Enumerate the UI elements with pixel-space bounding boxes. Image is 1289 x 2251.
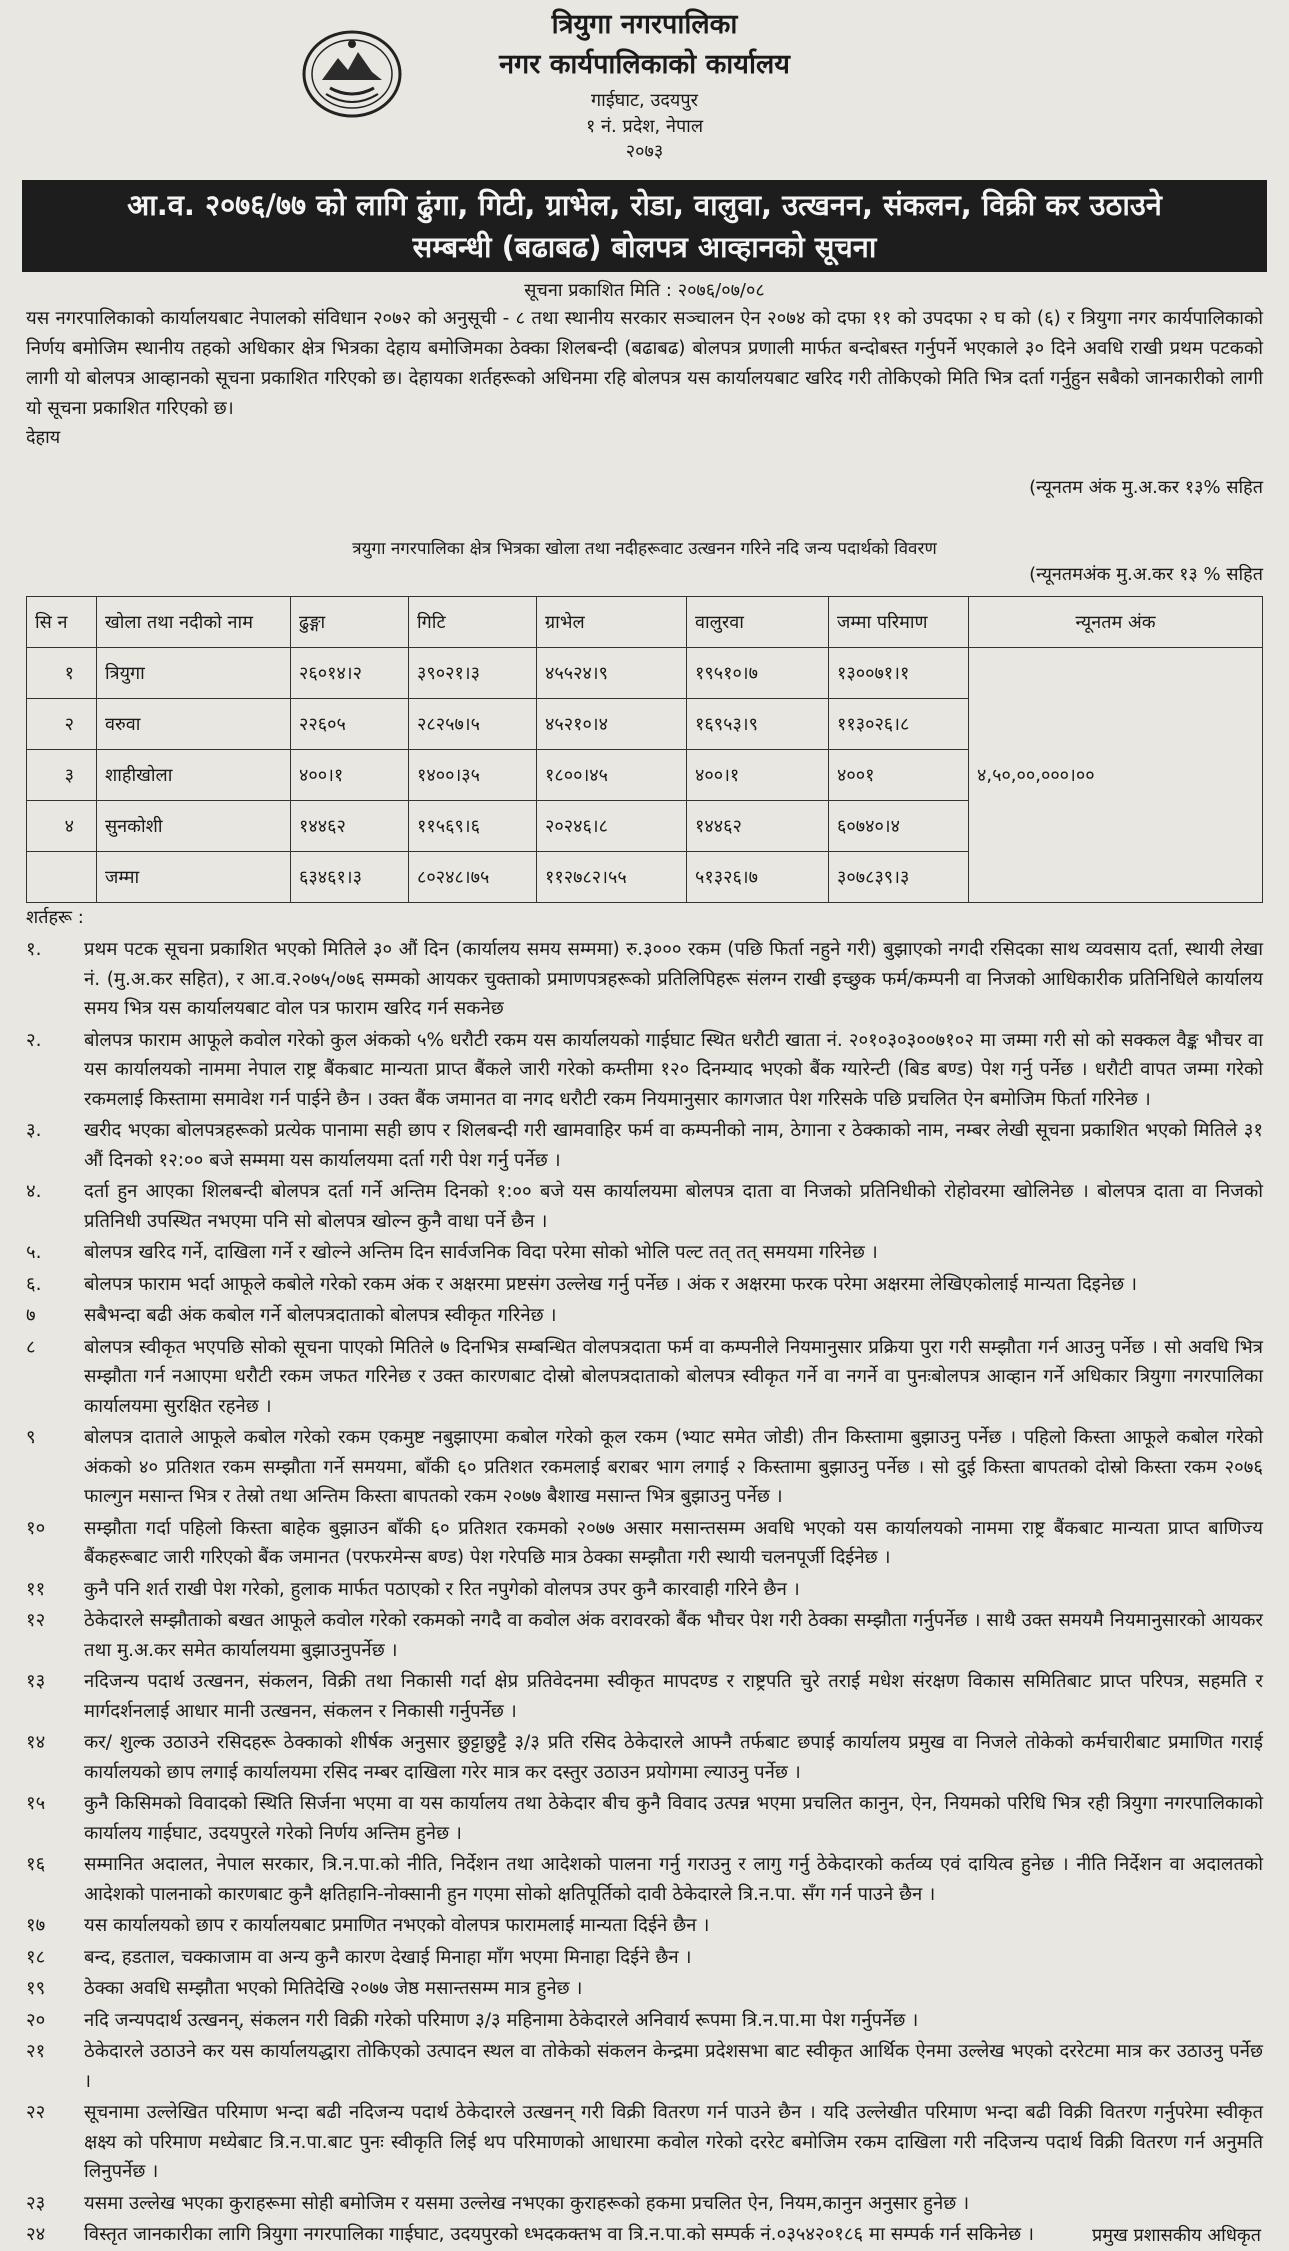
term-text: कुनै किसिमको विवादको स्थिति सिर्जना भएमा वा यस कार्यालय तथा ठेकेदार बीच कुनै विवाद उत्पन्न भएमा प्रचलित कानुन, ऐन, नियमको परिधि भित्र रही त्रियुगा नगरपालिकाको कार्यालय गाईघाट, उदयपुरले गरेको निर्णय अन्तिम हुनेछ । [84, 1793, 1263, 1844]
term-text: प्रथम पटक सूचना प्रकाशित भएको मितिले ३० औं दिन (कार्यालय समय सम्ममा) रु.३००० रकम (पछि फिर्ता नहुने गरी) बुझाएको नगदी रसिदका साथ व्यवसाय दर्ता, स्थायी लेखा नं. (मु.अ.कर सहित), र आ.व.२०७५/०७६ सम्मको आयकर चुक्ताको प्रमाणपत्रहरूको प्रतिलिपिहरू संलग्न राखी इच्छुक फर्म/कम्पनी वा निजको आधिकारीक प्रतिनिधिले कार्यालय समय भित्र यस कार्यालयबाट वोल पत्र फाराम खरिद गर्न सकनेछ [84, 939, 1263, 1019]
terms-heading: शर्तहरू : [26, 907, 84, 928]
publication-date: सूचना प्रकाशित मिति : २०७६/०७/०८ [524, 280, 765, 301]
cell: शाहीखोला [97, 750, 291, 801]
cell: १४४६२ [291, 801, 409, 852]
cell: ६३४६१।३ [291, 852, 409, 903]
cell: १८००।४५ [537, 750, 687, 801]
term-number: १७ [26, 1915, 46, 1936]
term-item [26, 1911, 1263, 1941]
term-number: १६ [26, 1854, 46, 1875]
term-item [26, 2220, 1263, 2250]
term-item [26, 1116, 1263, 1175]
cell: सुनकोशी [97, 801, 291, 852]
term-item [26, 1026, 1263, 1115]
term-number: १० [26, 1517, 46, 1539]
term-number: ८ [26, 1336, 36, 1358]
term-number: २४ [26, 2224, 46, 2245]
term-text: दर्ता हुन आएका शिलबन्दी बोलपत्र दर्ता गर्ने अन्तिम दिनको १:०० बजे यस कार्यालयमा बोलपत्र दाता वा निजको प्रतिनिधीको रोहोवरमा खोलिनेछ । बोलपत्र दाता वा निजको प्रतिनिधी उपस्थित नभएमा पनि सो बोलपत्र खोल्न कुनै वाधा पर्ने छैन । [84, 1181, 1263, 1232]
cell: ४००।१ [687, 750, 829, 801]
notice-title-line1: आ.व. २०७६/७७ को लागि ढुंगा, गिटी, ग्राभेल, रोडा, वालुवा, उत्खनन, संकलन, विक्री कर उठाउने [127, 188, 1162, 222]
cell: २२६०५ [291, 699, 409, 750]
term-item [26, 2189, 1263, 2219]
term-text: बोलपत्र खरिद गर्ने, दाखिला गर्ने र खोल्ने अन्तिम दिन सार्वजनिक विदा परेमा सोको भोलि पल्ट तत् तत् समयमा गरिनेछ । [84, 1242, 878, 1263]
min-amount-note: (न्यूनतम अंक मु.अ.कर १३% सहित [1029, 477, 1263, 498]
table-header-row [27, 597, 1263, 648]
term-text: ठेकेदारले सम्झौताको बखत आफूले कवोल गरेको रकमको नगदै वा कवोल अंक वरावरको बैंक भौचर पेश गरी ठेक्का सम्झौता गर्नुपर्नेछ । साथै उक्त समयमै नियमानुसारको आयकर तथा मु.अ.कर समेत कार्यालयमा बुझाउनुपर्नेछ । [84, 1610, 1263, 1661]
term-item [26, 1238, 1263, 1268]
term-text: ठेकेदारले उठाउने कर यस कार्यालयद्धारा तोकिएको उत्पादन स्थल वा तोकेको संकलन केन्द्रमा प्रदेशसभा बाट स्वीकृत आर्थिक ऐनमा उल्लेख भएको दररेटमा मात्र कर उठाउनु पर्नेछ । [84, 2041, 1263, 2092]
col-min-amount: न्यूनतम अंक [969, 597, 1263, 648]
office-name: नगर कार्यपालिकाको कार्यालय [499, 48, 790, 80]
table-row [27, 648, 1263, 699]
term-number: २१ [26, 2041, 46, 2062]
term-text: सबैभन्दा बढी अंक कबोल गर्ने बोलपत्रदाताको बोलपत्र स्वीकृत गरिनेछ । [84, 1305, 557, 1326]
term-item [26, 1606, 1263, 1665]
col-gravel: ग्राभेल [537, 597, 687, 648]
col-stone: ढुङ्गा [291, 597, 409, 648]
quantity-table [26, 596, 1263, 903]
col-sand: वालुरवा [687, 597, 829, 648]
term-item [26, 1728, 1263, 1787]
term-number: २० [26, 2009, 46, 2031]
cell: ४००१ [829, 750, 969, 801]
cell: ११५६९।६ [409, 801, 537, 852]
cell: १४००।३५ [409, 750, 537, 801]
notice-title-banner [22, 180, 1267, 272]
table-heading: त्रयुगा नगरपालिका क्षेत्र भित्रका खोला तथा नदीहरूवाट उत्खनन गरिने नदि जन्य पदार्थको विवरण [352, 539, 937, 559]
col-total-quantity: जम्मा परिमाण [829, 597, 969, 648]
cell: १६९५३।९ [687, 699, 829, 750]
cell: ४५२१०।४ [537, 699, 687, 750]
term-number: ४. [26, 1181, 42, 1202]
cell: ११२७८२।५५ [537, 852, 687, 903]
cell: ४५५२४।९ [537, 648, 687, 699]
cell: ३०७८३९।३ [829, 852, 969, 903]
term-number: १४ [26, 1732, 46, 1753]
term-item [26, 1177, 1263, 1236]
term-number: ११ [26, 1578, 46, 1600]
cell: ५१३२६।७ [687, 852, 829, 903]
term-number: ३. [26, 1120, 42, 1141]
office-address: गाईघाट, उदयपुर [591, 89, 698, 111]
term-item [26, 1850, 1263, 1909]
min-amount-note-2: (न्यूनतमअंक मु.अ.कर १३ % सहित [1029, 564, 1263, 585]
term-item [26, 1667, 1263, 1726]
cell: ११३०२६।८ [829, 699, 969, 750]
col-river-name: खोला तथा नदीको नाम [97, 597, 291, 648]
term-text: नदि जन्यपदार्थ उत्खनन्, संकलन गरी विक्री गरेको परिमाण ३/३ महिनामा ठेकेदारले अनिवार्य रूपमा त्रि.न.पा.मा पेश गर्नुपर्नेछ । [84, 2009, 919, 2031]
term-item [26, 1974, 1263, 2004]
term-text: विस्तृत जानकारीका लागि त्रियुगा नगरपालिका गाईघाट, उदयपुरको ध्भदकक्तभ वा त्रि.न.पा.को सम्पर्क नं.०३५४२०१८६ मा सम्पर्क गर्न सकिनेछ । [84, 2224, 1034, 2245]
term-number: १. [26, 939, 42, 960]
term-item [26, 1423, 1263, 1512]
term-number: १२ [26, 1610, 46, 1631]
term-item [26, 1789, 1263, 1848]
cell: वरुवा [97, 699, 291, 750]
term-item [26, 2037, 1263, 2096]
term-item [26, 1333, 1263, 1422]
term-item [26, 1943, 1263, 1973]
term-item [26, 935, 1263, 1024]
term-number: ६. [26, 1273, 42, 1295]
cell: १३००७१।१ [829, 648, 969, 699]
term-text: बोलपत्र फाराम भर्दा आफूले कबोले गरेको रकम अंक र अक्षरमा प्रष्टसंग उल्लेख गर्नु पर्नेछ । अंक र अक्षरमा फरक परेमा अक्षरमा लेखिएकोलाई मान्यता दिइनेछ । [84, 1273, 1138, 1295]
term-number: १९ [26, 1978, 46, 1999]
term-text: खरीद भएका बोलपत्रहरूको प्रत्येक पानामा सही छाप र शिलबन्दी गरी खामवाहिर फर्म वा कम्पनीको नाम, ठेगाना र ठेक्काको नाम, नम्बर लेखी सूचना प्रकाशित भएको मितिले ३१ औं दिनको १२:०० बजे सम्ममा यस कार्यालयमा दर्ता गरी पेश गर्नु पर्नेछ । [84, 1120, 1263, 1171]
cell: ३९०२१।३ [409, 648, 537, 699]
term-item [26, 1270, 1263, 1300]
notice-title-line2: सम्बन्धी (बढाबढ) बोलपत्र आव्हानको सूचना [412, 230, 877, 264]
term-number: २. [26, 1029, 42, 1051]
term-text: सम्झौता गर्दा पहिलो किस्ता बाहेक बुझाउन बाँकी ६० प्रतिशत रकमको २०७७ असार मसान्तसम्म अवधि भएको यस कार्यालयको नाममा राष्ट्र बैंकबाट मान्यता प्राप्त बाणिज्य बैंकहरूबाट जारी गरिएको बैंक जमानत (परफरमेन्स बण्ड) पेश गरेपछि मात्र ठेक्का सम्झौता गरी स्थायी चलनपूर्जी दिईनेछ । [84, 1517, 1263, 1568]
term-number: २२ [26, 2102, 46, 2123]
term-number: ९ [26, 1427, 36, 1448]
term-text: सूचनामा उल्लेखित परिमाण भन्दा बढी नदिजन्य पदार्थ ठेकेदारले उत्खनन् गरी विक्री वितरण गर्न पाउने छैन । यदि उल्लेखीत परिमाण भन्दा बढी विक्री वितरण गर्नुपरेमा स्वीकृत क्षक्ष्य को परिमाण मध्येबाट त्रि.न.पा.बाट पुनः स्वीकृति लिई थप परिमाणको आधारमा कवोल गरेको दररेट बमोजिम रकम दाखिला गरी नदिजन्य पदार्थ विक्री वितरण गर्न अनुमति लिनुपर्नेछ । [84, 2102, 1263, 2182]
term-text: बोलपत्र स्वीकृत भएपछि सोको सूचना पाएको मितिले ७ दिनभित्र सम्बन्धित वोलपत्रदाता फर्म वा कम्पनीले नियमानुसार प्रक्रिया पुरा गरी सम्झौता गर्न आउनु पर्नेछ । सो अवधि भित्र सम्झौता गर्न नआएमा धरौटी रकम जफत गरिनेछ र उक्त कारणबाट दोस्रो बोलपत्रदाताको बोलपत्र स्वीकृत गर्ने वा नगर्ने वा पुनःबोलपत्र आव्हान गर्ने अधिकार त्रियुगा नगरपालिका कार्यालयमा सुरक्षित रहनेछ । [84, 1336, 1263, 1417]
term-text: नदिजन्य पदार्थ उत्खनन, संकलन, विक्री तथा निकासी गर्दा क्षेप्र प्रतिवेदनमा स्वीकृत मापदण्ड र राष्ट्रपति चुरे तराई मधेश संरक्षण विकास समितिबाट प्राप्त परिपत्र, सहमति र मार्गदर्शनलाई आधार मानी उत्खनन, संकलन र निकासी गर्नुपर्नेछ । [84, 1671, 1263, 1722]
term-text: बोलपत्र दाताले आफूले कबोल गरेको रकम एकमुष्ट नबुझाएमा कबोल गरेको कूल रकम (भ्याट समेत जोडी) तीन किस्तामा बुझाउनु पर्नेछ । पहिलो किस्ता आफूले कबोल गरेको अंकको ४० प्रतिशत रकम सम्झौता गर्ने समयमा, बाँकी ६० प्रतिशत रकमलाई बराबर भाग लगाई २ किस्तामा बुझाउनु पर्नेछ । सो दुई किस्ता बापतको दोस्रो किस्ता रकम २०७६ फाल्गुन मसान्त भित्र र तेस्रो तथा अन्तिम किस्ता बापतको रकम २०७७ बैशाख मसान्त भित्र बुझाउनु पर्नेछ । [84, 1427, 1263, 1507]
term-number: १८ [26, 1946, 46, 1968]
notice-header [26, 0, 1263, 170]
term-item [26, 1514, 1263, 1573]
term-item [26, 1301, 1263, 1331]
col-gravel-giti: गिटि [409, 597, 537, 648]
col-sn: सि न [27, 597, 97, 648]
cell: २०२४६।८ [537, 801, 687, 852]
intro-paragraph: यस नगरपालिकाको कार्यालयबाट नेपालको संविधान २०७२ को अनुसूची - ८ तथा स्थानीय सरकार सञ्चालन ऐन २०७४ को दफा ११ को उपदफा २ घ को (६) र त्रियुगा नगर कार्यपालिकाको निर्णय बमोजिम स्थानीय तहको अधिकार क्षेत्र भित्रका देहाय बमोजिमका ठेक्का शिलबन्दी (बढाबढ) बोलपत्र प्रणाली मार्फत बन्दोबस्त गर्नुपर्ने भएकाले ३० दिने अवधि राखी प्रथम पटकको लागी यो बोलपत्र आव्हानको सूचना प्रकाशित गरिएको छ। देहायका शर्तहरूको अधिनमा रहि बोलपत्र यस कार्यालयबाट खरिद गरी तोकिएको मिति भित्र दर्ता गर्नुहुन सबैको जानकारीको लागी यो सूचना प्रकाशित गरिएको छ। [26, 308, 1263, 419]
signoff-title: प्रमुख प्रशासकीय अधिकृत [1092, 2225, 1261, 2246]
cell: त्रियुगा [97, 648, 291, 699]
terms-list [26, 935, 1263, 2250]
cell [27, 852, 97, 903]
cell: २६०१४।२ [291, 648, 409, 699]
term-number: २३ [26, 2192, 46, 2214]
cell: ६०७४०।४ [829, 801, 969, 852]
cell: १४४६२ [687, 801, 829, 852]
term-text: कर/ शुल्क उठाउने रसिदहरू ठेक्काको शीर्षक अनुसार छुट्टाछुट्टै ३/३ प्रति रसिद ठेकेदारले आफ्नै तर्फबाट छपाई कार्यालय प्रमुख वा निजले तोकेको कर्मचारीबाट प्रमाणित गराई कार्यालयको छाप लगाई कार्यालयमा रसिद नम्बर दाखिला गरेर मात्र कर दस्तुर उठाउन प्रयोगमा ल्याउनु पर्नेछ । [84, 1732, 1263, 1783]
cell: २८२५७।५ [409, 699, 537, 750]
term-number: ७ [26, 1305, 36, 1326]
province: १ नं. प्रदेश, नेपाल [585, 116, 704, 137]
term-item [26, 2098, 1263, 2187]
term-text: यसमा उल्लेख भएका कुराहरूमा सोही बमोजिम र यसमा उल्लेख नभएका कुराहरूको हकमा प्रचलित ऐन, नियम,कानुन अनुसार हुनेछ । [84, 2192, 970, 2214]
cell: ४००।१ [291, 750, 409, 801]
term-text: यस कार्यालयको छाप र कार्यालयबाट प्रमाणित नभएको वोलपत्र फारामलाई मान्यता दिईने छैन । [84, 1915, 710, 1936]
cell: ८०२४८।७५ [409, 852, 537, 903]
term-number: ५. [26, 1242, 42, 1263]
org-name: त्रियुगा नगरपालिका [551, 9, 738, 40]
min-amount-cell: ४,५०,००,०००।०० [969, 648, 1263, 903]
term-text: कुनै पनि शर्त राखी पेश गरेको, हुलाक मार्फत पठाएको र रित नपुगेको वोलपत्र उपर कुनै कारवाही गरिने छैन । [84, 1578, 800, 1600]
cell: जम्मा [97, 852, 291, 903]
term-item [26, 1575, 1263, 1605]
term-number: १३ [26, 1671, 46, 1692]
dehay-label: देहाय [26, 427, 61, 448]
established-year: २०७३ [625, 140, 664, 162]
cell: २ [27, 699, 97, 750]
cell: ३ [27, 750, 97, 801]
term-number: १५ [26, 1793, 46, 1814]
term-text: ठेक्का अवधि सम्झौता भएको मितिदेखि २०७७ जेष्ठ मसान्तसम्म मात्र हुनेछ । [84, 1978, 583, 1999]
cell: १ [27, 648, 97, 699]
cell: १९५१०।७ [687, 648, 829, 699]
term-text: बोलपत्र फाराम आफूले कवोल गरेको कुल अंकको ५% धरौटी रकम यस कार्यालयको गाईघाट स्थित धरौटी खाता नं. २०१०३०३००७१०२ मा जम्मा गरी सो को सक्कल वैङ्क भौचर वा यस कार्यालयको नाममा नेपाल राष्ट्र बैंकबाट मान्यता प्राप्त बैंकले जारी गरेको कम्तीमा १२० दिनम्याद भएको बैंक ग्यारेन्टी (बिड बण्ड) पेश गर्नु पर्नेछ । धरौटी वापत जम्मा गरेको रकमलाई किस्तामा समावेश गर्न पाईने छैन । उक्त बैंक जमानत वा नगद धरौटी रकम नियमानुसार कागजात पेश गरिसके पछि प्रचलित ऐन बमोजिम फिर्ता गरिनेछ । [84, 1029, 1263, 1110]
term-text: बन्द, हडताल, चक्काजाम वा अन्य कुनै कारण देखाई मिनाहा माँग भएमा मिनाहा दिईने छैन । [84, 1946, 692, 1968]
term-item [26, 2006, 1263, 2036]
term-text: सम्मानित अदालत, नेपाल सरकार, त्रि.न.पा.को नीति, निर्देशन तथा आदेशको पालना गर्नु गराउनु र लागु गर्नु ठेकेदारको कर्तव्य एवं दायित्व हुनेछ । नीति निर्देशन वा अदालतको आदेशको पालनाको कारणबाट कुनै क्षतिहानि-नोक्सानी हुन गएमा सोको क्षतिपूर्तिको दावी ठेकेदारले त्रि.न.पा. सँग गर्न पाउने छैन । [84, 1854, 1263, 1905]
cell: ४ [27, 801, 97, 852]
